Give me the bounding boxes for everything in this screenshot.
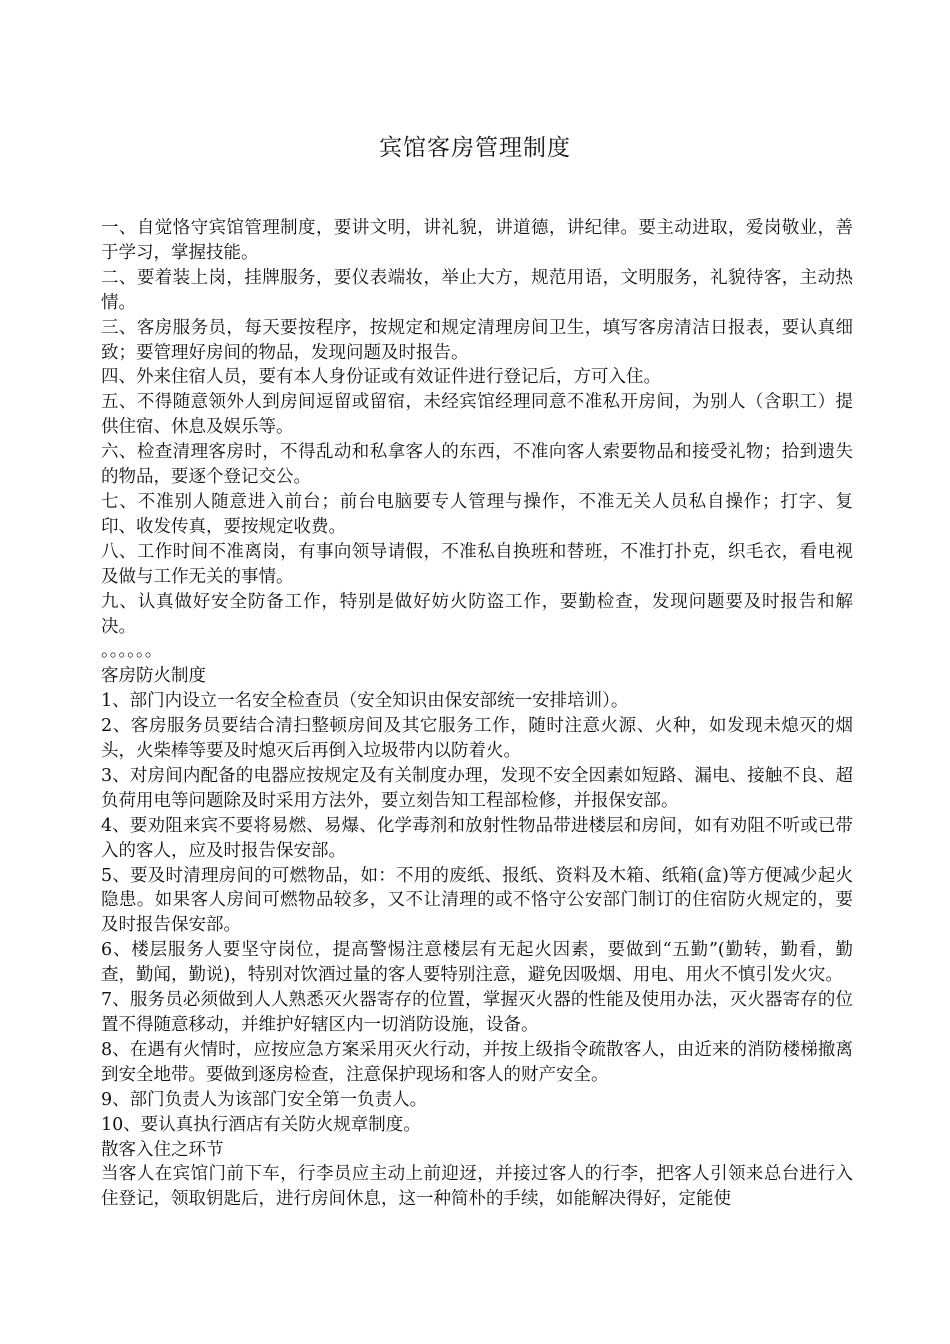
ellipsis-line: 。。。。。。 [101,641,163,662]
fire-rule-1: 1、部门内设立一名安全检查员（安全知识由保安部统一安排培训）。 [101,691,629,712]
rule-paragraph-3: 三、客房服务员，每天要按程序，按规定和规定清理房间卫生，填写客房清洁日报表，要认真细致；要管理好房间的物品，发现问题及时报告。 [101,317,853,363]
rule-paragraph-1: 一、自觉恪守宾馆管理制度，要讲文明，讲礼貌，讲道德，讲纪律。要主动进取，爱岗敬业，善于学习，掌握技能。 [101,218,853,263]
fire-rule-9: 9、部门负责人为该部门安全第一负责人。 [101,1089,428,1110]
document-body [101,216,853,1212]
fire-rule-4: 4、要劝阻来宾不要将易燃、易爆、化学毒剂和放射性物品带进楼层和房间，如有劝阻不听或已带入的客人，应及时报告保安部。 [101,815,853,861]
fire-rule-6: 6、楼层服务人要坚守岗位，提高警惕注意楼层有无起火因素，要做到“五勤”(勤转，勤看，勤查，勤闻，勤说)，特别对饮酒过量的客人要特别注意，避免因吸烟、用电、用火不慎引发火灾。 [101,940,853,986]
fire-rule-10: 10、要认真执行酒店有关防火规章制度。 [101,1114,421,1135]
rule-paragraph-4: 四、外来住宿人员，要有本人身份证或有效证件进行登记后，方可入住。 [101,367,661,388]
section-heading-fire-safety: 客房防火制度 [101,666,206,687]
checkin-paragraph: 当客人在宾馆门前下车，行李员应主动上前迎迓，并接过客人的行李，把客人引领来总台进行入住登记，领取钥匙后，进行房间休息，这一种简朴的手续，如能解决得好，定能使 [101,1164,853,1210]
fire-rule-7: 7、服务员必须做到人人熟悉灭火器寄存的位置，掌握灭火器的性能及使用办法，灭火器寄存的位置不得随意移动，并维护好辖区内一切消防设施，设备。 [101,990,853,1035]
fire-rule-2: 2、客房服务员要结合清扫整顿房间及其它服务工作，随时注意火源、火种，如发现未熄灭的烟头，火柴棒等要及时熄灭后再倒入垃圾带内以防着火。 [101,716,853,762]
rule-paragraph-7: 七、不准别人随意进入前台；前台电脑要专人管理与操作，不准无关人员私自操作；打字、复印、收发传真，要按规定收费。 [101,491,853,537]
rule-paragraph-6: 六、检查清理客房时，不得乱动和私拿客人的东西，不准向客人索要物品和接受礼物；拾到遗失的物品，要逐个登记交公。 [101,442,853,488]
rule-paragraph-9: 九、认真做好安全防备工作，特别是做好妨火防盗工作，要勤检查，发现问题要及时报告和解决。 [101,591,853,637]
section-heading-checkin: 散客入住之环节 [101,1139,224,1160]
fire-rule-5: 5、要及时清理房间的可燃物品，如：不用的废纸、报纸、资料及木箱、纸箱(盒)等方便减少起火隐患。如果客人房间可燃物品较多，又不让清理的或不恪守公安部门制订的住宿防火规定的，要及时报告保安部。 [101,865,853,936]
document-title: 宾馆客房管理制度 [379,135,571,161]
fire-rule-3: 3、对房间内配备的电器应按规定及有关制度办理，发现不安全因素如短路、漏电、接触不良、超负荷用电等问题除及时采用方法外，要立刻告知工程部检修，并报保安部。 [101,765,853,811]
rule-paragraph-8: 八、工作时间不准离岗，有事向领导请假，不准私自换班和替班，不准打扑克，织毛衣，看电视及做与工作无关的事情。 [101,541,853,587]
rule-paragraph-2: 二、要着装上岗，挂牌服务，要仪表端妆，举止大方，规范用语，文明服务，礼貌待客，主动热情。 [101,267,853,313]
fire-rule-8: 8、在遇有火情时，应按应急方案采用灭火行动，并按上级指令疏散客人，由近来的消防楼梯撤离到安全地带。要做到逐房检查，注意保护现场和客人的财产安全。 [101,1039,853,1085]
rule-paragraph-5: 五、不得随意领外人到房间逗留或留宿，未经宾馆经理同意不准私开房间，为别人（含职工）提供住宿、休息及娱乐等。 [101,392,853,438]
